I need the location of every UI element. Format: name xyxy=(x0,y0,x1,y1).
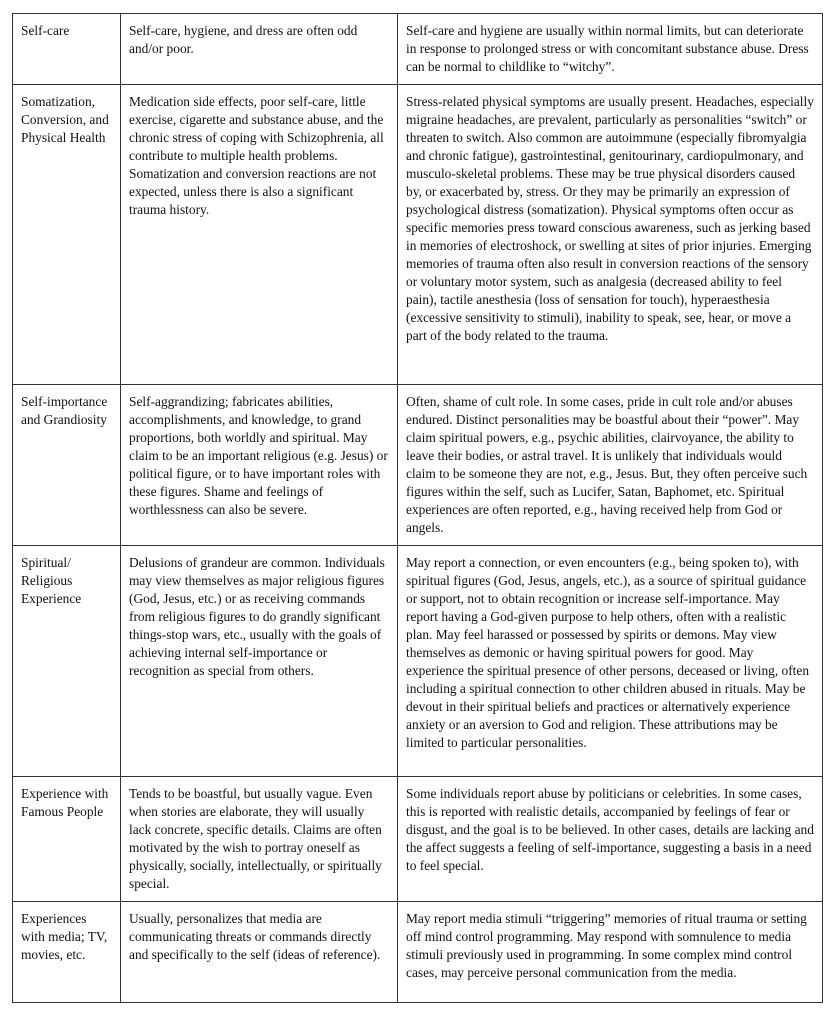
column-2-cell: Medication side effects, poor self-care, little exercise, cigarette and substance abuse, and the chronic stress of coping with Schizophrenia, all contribute to multiple health problems. Somatization and conversion reactions are not expected, unless there is also a significant trauma history. xyxy=(121,85,398,385)
row-category: Experience with Famous People xyxy=(13,777,121,902)
column-2-cell: Usually, personalizes that media are communicating threats or commands directly and specifically to the self (ideas of reference). xyxy=(121,902,398,1003)
column-3-cell: May report media stimuli “triggering” memories of ritual trauma or setting off mind control programming. May respond with somnulence to media stimuli previously used in programming. In some complex mind control cases, may perceive personal communication from the media. xyxy=(398,902,823,1003)
column-2-cell: Tends to be boastful, but usually vague. Even when stories are elaborate, they will usually lack concrete, specific details. Claims are often motivated by the wish to portray oneself as physically, socially, intellectually, or spiritually special. xyxy=(121,777,398,902)
row-category: Self-care xyxy=(13,14,121,85)
table-row xyxy=(13,14,823,85)
table-row xyxy=(13,85,823,385)
table-row xyxy=(13,385,823,546)
column-3-cell: Self-care and hygiene are usually within normal limits, but can deteriorate in response to prolonged stress or with concomitant substance abuse. Dress can be normal to childlike to “witchy”. xyxy=(398,14,823,85)
column-3-cell: Often, shame of cult role. In some cases, pride in cult role and/or abuses endured. Distinct personalities may be boastful about their “power”. May claim spiritual powers, e.g., psychic abilities, clairvoyance, the ability to leave their bodies, or astral travel. It is unlikely that individuals would claim to be someone they are not, e.g., Jesus. But, they often perceive such figures within the self, such as Lucifer, Satan, Baphomet, etc. Spiritual experiences are often reported, e.g., having received help from God or angels. xyxy=(398,385,823,546)
table-row xyxy=(13,777,823,902)
column-3-cell: May report a connection, or even encounters (e.g., being spoken to), with spiritual figures (God, Jesus, angels, etc.), as a source of spiritual guidance or support, not to obtain recognition or increase self-importance. May report having a God-given purpose to help others, often with a realistic plan. May feel harassed or possessed by spirits or demons. May view themselves as demonic or having spiritual powers for good. May experience the spiritual presence of other persons, deceased or living, often including a spiritual connection to other children abused in rituals. May be devout in their spiritual beliefs and practices or alternatively experience anxiety or an aversion to God and religion. These attributions may be limited to particular personalities. xyxy=(398,546,823,777)
row-category: Somatization, Conversion, and Physical Health xyxy=(13,85,121,385)
row-category: Spiritual/ Religious Experience xyxy=(13,546,121,777)
row-category: Experiences with media; TV, movies, etc. xyxy=(13,902,121,1003)
column-2-cell: Self-care, hygiene, and dress are often odd and/or poor. xyxy=(121,14,398,85)
row-category: Self-importance and Grandiosity xyxy=(13,385,121,546)
column-3-cell: Some individuals report abuse by politicians or celebrities. In some cases, this is reported with realistic details, accompanied by feelings of fear or disgust, and the goal is to be believed. In other cases, details are lacking and the affect suggests a feeling of self-importance, suggesting a basis in a need to feel special. xyxy=(398,777,823,902)
comparison-table xyxy=(12,13,823,1003)
column-3-cell: Stress-related physical symptoms are usually present. Headaches, especially migraine headaches, are prevalent, particularly as personalities “switch” or threaten to switch. Also common are autoimmune (especially fibromyalgia and chronic fatigue), gastrointestinal, genitourinary, cardiopulmonary, and musculo-skeletal problems. These may be true physical disorders caused by, or exacerbated by, stress. Or they may be primarily an expression of psychological distress (somatization). Physical symptoms often occur as specific memories press toward conscious awareness, such as jerking based in memories of electroshock, or swelling at sites of prior injuries. Emerging memories of trauma often also result in conversion reactions of the sensory or voluntary motor system, such as analgesia (decreased ability to feel pain), tactile anesthesia (loss of sensation for touch), hyperaesthesia (excessive sensitivity to stimuli), inability to speak, see, hear, or move a part of the body related to the trauma. xyxy=(398,85,823,385)
table-row xyxy=(13,902,823,1003)
column-2-cell: Self-aggrandizing; fabricates abilities, accomplishments, and knowledge, to grand proportions, both worldly and spiritual. May claim to be an important religious (e.g. Jesus) or political figure, or to have important roles with these figures. Shame and feelings of worthlessness can also be severe. xyxy=(121,385,398,546)
table-row xyxy=(13,546,823,777)
column-2-cell: Delusions of grandeur are common. Individuals may view themselves as major religious figures (God, Jesus, etc.) or as receiving commands from religious figures to do grandly significant things-stop wars, etc., usually with the goals of achieving internal self-importance or recognition as special from others. xyxy=(121,546,398,777)
